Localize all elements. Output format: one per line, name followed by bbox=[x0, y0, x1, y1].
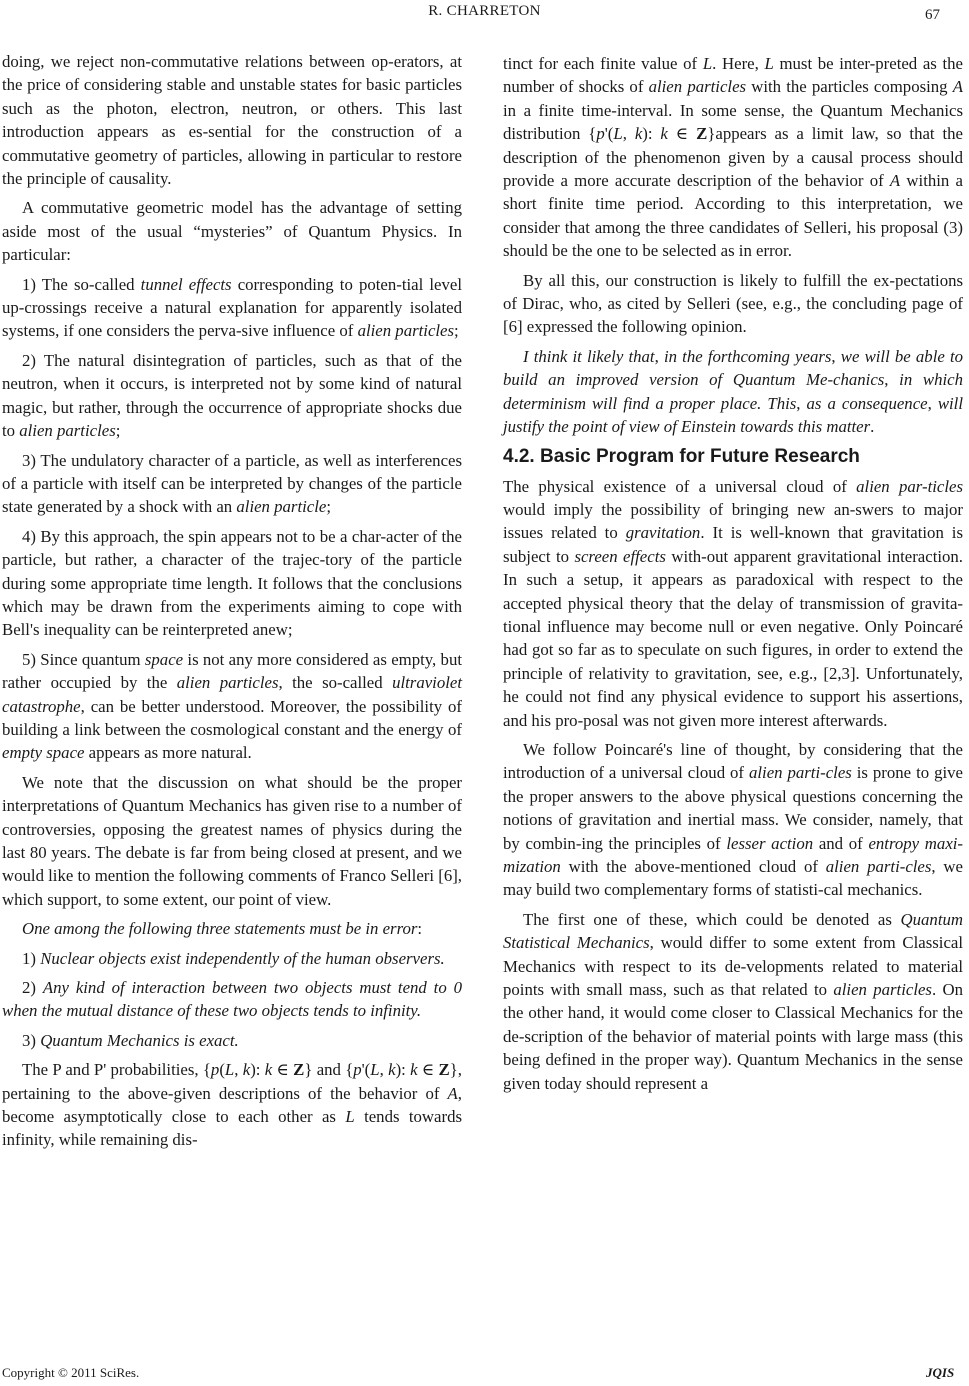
list-item: 2) The natural disintegration of particles, such as that of the neutron, when it occurs, is interpreted not by some kind of natural magic, but rather, through the occurrence of appropriate shocks due to alien particles; bbox=[2, 350, 462, 441]
running-header-author: R. CHARRETON bbox=[428, 3, 541, 19]
list-item: 1) The so-called tunnel effects corresponding to poten-tial level up-crossings receive a natural explanation for apparently isolated systems, if one considers the perva-sive influence of alien particles; bbox=[2, 274, 462, 341]
journal-footer: JQIS bbox=[926, 1365, 955, 1380]
paragraph: A commutative geometric model has the advantage of setting aside most of the usual “mysteries” of Quantum Physics. In particular: bbox=[2, 198, 462, 265]
statement-1: 1) Nuclear objects exist independently of the human observers. bbox=[22, 948, 445, 968]
statement-2: 2) Any kind of interaction between two objects must tend to 0 when the mutual distance of these two objects tends to infinity. bbox=[2, 978, 462, 1021]
page-number: 67 bbox=[925, 7, 940, 23]
paragraph: The P and P' probabilities, {p(L, k): k ∈ Z} and {p'(L, k): k ∈ Z}, pertaining to the above-given descriptions of the behavior of A, become asymptotically close to each other as L tends towards infinity, while remaining dis- bbox=[2, 1060, 462, 1150]
paragraph: By all this, our construction is likely to fulfill the ex-pectations of Dirac, who, as cited by Selleri (see, e.g., the concluding page of [6] expressed the following opinion. bbox=[503, 270, 963, 337]
section-heading: 4.2. Basic Program for Future Research bbox=[503, 445, 860, 467]
paragraph: doing, we reject non-commutative relations between op-erators, at the price of considering stable and unstable states for basic particles such as the photon, electron, neutron, or others. This last introduction appears as es-sential for the construction of a commutative geometry of particles, allowing in particular to restore the principle of causality. bbox=[2, 52, 462, 189]
left-column bbox=[2, 50, 462, 1152]
paragraph: tinct for each finite value of L. Here, L must be inter-preted as the number of shocks of alien particles with the particles composing A in a finite time-interval. In some sense, the Quantum Mechanics distribution {p'(L, k): k ∈ Z}appears as a limit law, so that the description of the phenomenon given by a causal process should provide a more accurate description of the behavior of A within a short finite time period. According to this interpretation, we consider that among the three candidates of Selleri, his proposal (3) should be the one to be selected as in error. bbox=[503, 54, 963, 261]
paragraph: We follow Poincaré's line of thought, by considering that the introduction of a universal cloud of alien parti-cles is prone to give the proper answers to the above physical questions concerning the notions of gravitation and inertial mass. We consider, namely, that by combin-ing the principles of lesser action and of entropy maxi-mization with the above-mentioned cloud of alien parti-cles, we may build two complementary forms of statisti-cal mechanics. bbox=[503, 739, 964, 900]
paragraph: We note that the discussion on what should be the proper interpretations of Quantum Mechanics has given rise to a number of controversies, opposing the greatest names of physics during the last 80 years. The debate is far from being closed at present, and we would like to mention the following comments of Franco Selleri [6], which support, to some extent, our point of view. bbox=[2, 772, 463, 909]
paragraph: The first one of these, which could be denoted as Quantum Statistical Mechanics, would differ to some extent from Classical Mechanics with respect to its de-velopments related to material points with small mass, such as that related to alien particles. On the other hand, it would come closer to Classical Mechanics for the de-scription of the behavior of material points with large mass (this being defined in the proper way). Quantum Mechanics in the sense given today should represent a bbox=[503, 909, 963, 1093]
copyright-footer: Copyright © 2011 SciRes. bbox=[2, 1365, 140, 1380]
statement-3: 3) Quantum Mechanics is exact. bbox=[22, 1030, 239, 1050]
list-item: 4) By this approach, the spin appears not to be a char-acter of the particle, but rather, a character of the trajec-tory of the particle during some appropriate time length. It follows that the conclusions which may be drawn from the experiments aiming to cope with Bell's inequality can be reinterpreted anew; bbox=[2, 526, 462, 640]
list-item: 5) Since quantum space is not any more considered as empty, but rather occupied by the alien particles, the so-called ultraviolet catastrophe, can be better understood. Moreover, the possibility of building a link between the cosmological constant and the energy of empty space appears as more natural. bbox=[2, 649, 462, 763]
quote-intro: One among the following three statements must be in error: bbox=[22, 919, 423, 939]
dirac-quote: I think it likely that, in the forthcoming years, we will be able to build an improved version of Quantum Me-chanics, in which determinism will find a proper place. This, as a consequence, will justify the point of view of Einstein towards this matter. bbox=[503, 346, 964, 437]
paragraph: The physical existence of a universal cloud of alien par-ticles would imply the possibility of bringing new an-swers to major issues related to gravitation. It is well-known that gravitation is subject to screen effects with-out apparent gravitational interaction. In such a setup, it appears as paradoxical with respect to the accepted physical theory that the delay of transmission of gravita-tional influence may become null or even negative. Only Poincaré had got so far as to speculate on such figures, in order to extend the principle of relativity to gravitation, see, e.g., [2,3]. Unfortunately, he could not find any physical evidence to support his assertions, and his pro-posal was not given more interest afterwards. bbox=[503, 476, 963, 730]
list-item: 3) The undulatory character of a particle, as well as interferences of a particle with itself can be interpreted by changes of the particle state generated by a shock with an alien particle; bbox=[2, 450, 462, 517]
right-column bbox=[503, 52, 963, 1095]
